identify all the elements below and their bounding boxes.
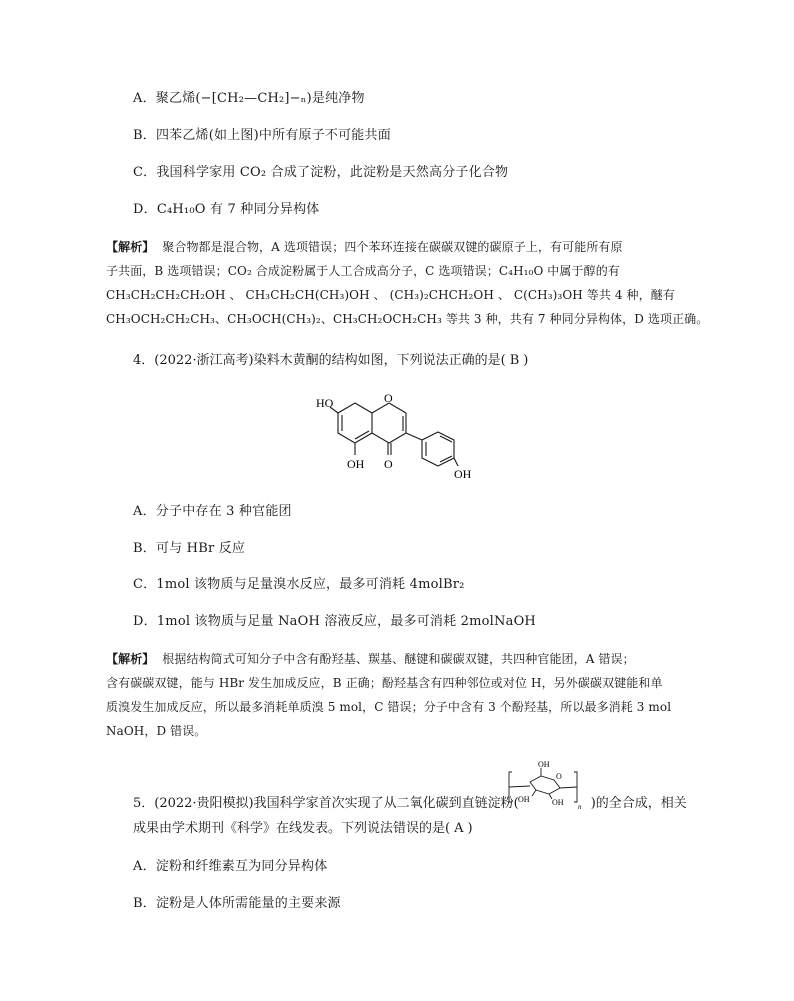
q3-option-a: A．聚乙烯(−[CH₂—CH₂]−ₙ)是纯净物 xyxy=(133,91,365,106)
q5-stem-line-1: 5．(2022·贵阳模拟)我国科学家首次实现了从二氧化碳到直链淀粉( )的全合成，相关 xyxy=(133,796,687,811)
q5-stem-line-2: 成果由学术期刊《科学》在线发表。下列说法错误的是( A ) xyxy=(133,821,473,836)
struct-label-ho: HO xyxy=(316,396,334,410)
struct-label-oh: OH xyxy=(347,457,365,471)
q4-answer: B xyxy=(509,353,520,368)
struct-label-ketone-o: O xyxy=(384,457,393,471)
q4-analysis-line-2: 含有碳碳双键，能与 HBr 发生加成反应，B 正确；酚羟基含有四种邻位或对位 H，另外碳碳双键能和单 xyxy=(106,676,663,690)
q5-option-a: A．淀粉和纤维素互为同分异构体 xyxy=(133,859,328,874)
starch-label-oh-left: OH xyxy=(518,795,530,804)
genistein-structure xyxy=(300,378,500,483)
q4-analysis-line-4: NaOH，D 错误。 xyxy=(106,724,207,738)
q4-stem: 4．(2022·浙江高考)染料木黄酮的结构如图，下列说法正确的是( B ) xyxy=(133,353,529,368)
struct-label-ring-o: O xyxy=(384,391,393,405)
starch-label-ring-o: O xyxy=(556,772,562,781)
q4-option-b: B．可与 HBr 反应 xyxy=(133,541,246,556)
q3-analysis-line-3: CH₃CH₂CH₂CH₂OH 、 CH₃CH₂CH(CH₃)OH 、 (CH₃)₂CHCH₂OH 、 C(CH₃)₃OH 等共 4 种，醚有 xyxy=(106,288,675,302)
q3-analysis-line-2: 子共面，B 选项错误；CO₂ 合成淀粉属于人工合成高分子，C 选项错误；C₄H₁₀O 中属于醇的有 xyxy=(106,264,620,278)
q5-option-b: B．淀粉是人体所需能量的主要来源 xyxy=(133,896,341,911)
q5-answer: A xyxy=(454,821,464,836)
q3-option-b: B．四苯乙烯(如上图)中所有原子不可能共面 xyxy=(133,128,391,143)
starch-label-oh-top: OH xyxy=(538,760,550,769)
starch-label-oh-bottom: OH xyxy=(552,798,564,807)
q3-analysis-line-4: CH₃OCH₂CH₂CH₃、CH₃OCH(CH₃)₂、CH₃CH₂OCH₂CH₃ 等共 3 种，共有 7 种同分异构体，D 选项正确。 xyxy=(106,312,709,326)
struct-label-oh-b: OH xyxy=(454,467,472,481)
q4-option-a: A．分子中存在 3 种官能团 xyxy=(133,504,292,519)
q4-option-c: C．1mol 该物质与足量溴水反应，最多可消耗 4molBr₂ xyxy=(133,577,465,592)
q3-analysis-line-1: 【解析】 聚合物都是混合物，A 选项错误；四个苯环连接在碳碳双键的碳原子上，有可能所有原 xyxy=(106,240,623,254)
q4-analysis-line-3: 质溴发生加成反应，所以最多消耗单质溴 5 mol，C 错误；分子中含有 3 个酚羟基，所以最多消耗 3 mol xyxy=(106,700,672,714)
starch-label-n: n xyxy=(578,803,582,810)
q4-analysis-line-1: 【解析】 根据结构简式可知分子中含有酚羟基、羰基、醚键和碳碳双键，共四种官能团，A 错误； xyxy=(106,652,635,666)
starch-structure xyxy=(508,760,584,810)
q3-option-d: D．C₄H₁₀O 有 7 种同分异构体 xyxy=(133,202,320,217)
analysis-tag: 【解析】 xyxy=(106,240,155,254)
analysis-tag: 【解析】 xyxy=(106,652,155,666)
q4-option-d: D．1mol 该物质与足量 NaOH 溶液反应，最多可消耗 2molNaOH xyxy=(133,614,536,629)
q3-option-c: C．我国科学家用 CO₂ 合成了淀粉，此淀粉是天然高分子化合物 xyxy=(133,165,509,180)
